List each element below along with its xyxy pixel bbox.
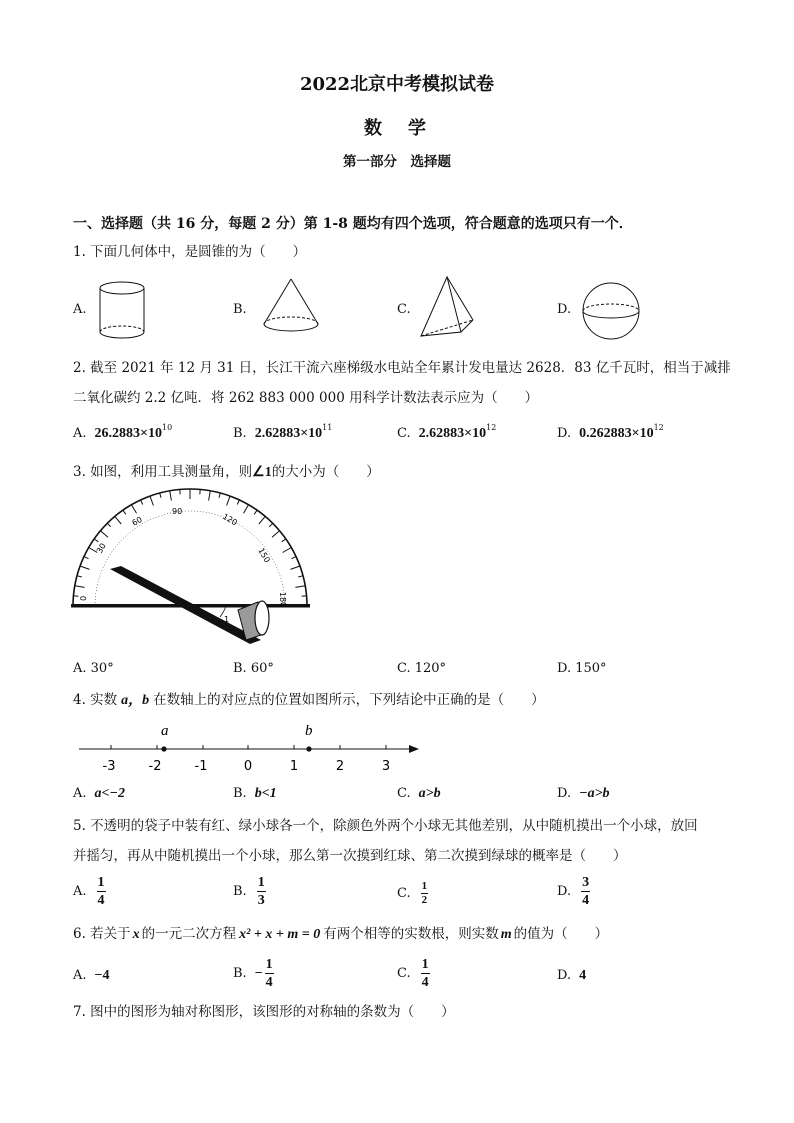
- q4-option-a-expr: a<−2: [94, 786, 125, 801]
- point-a-dot: [161, 746, 166, 751]
- q4-text-pre: 4. 实数: [73, 692, 118, 708]
- q6-option-c-den: 4: [421, 975, 429, 990]
- q5-option-a-num: 1: [97, 875, 105, 890]
- q5-option-d-den: 4: [582, 893, 590, 908]
- q4-option-a-letter: A.: [73, 786, 87, 801]
- q5-option-b-fraction: [257, 874, 266, 909]
- tick-label-1: 1: [289, 759, 299, 774]
- protractor-tick: [150, 496, 153, 505]
- tick-label-2: 2: [335, 759, 345, 774]
- q2-option-d-base: 0.262883×10: [579, 426, 654, 441]
- protractor-tick: [272, 531, 280, 537]
- protractor-tick: [80, 566, 89, 569]
- protractor-tick: [75, 586, 85, 588]
- q6-option-c-num: 1: [421, 957, 429, 972]
- pyramid-icon: [417, 274, 477, 344]
- point-b-label: b: [305, 723, 313, 739]
- q2-option-b: [233, 423, 333, 442]
- q6-option-b: [233, 956, 274, 991]
- q2-option-d: [557, 423, 664, 442]
- protractor-tick: [94, 539, 98, 542]
- question-3-text: [73, 463, 380, 482]
- protractor-tick: [115, 516, 121, 524]
- q4-vars: a，b: [121, 693, 150, 708]
- q1-option-d-label: D.: [557, 302, 572, 317]
- protractor-tick: [295, 586, 305, 588]
- protractor-tick: [84, 557, 89, 559]
- question-7-text: 7. 图中的图形为轴对称图形，该图形的对称轴的条数为（ ）: [73, 1004, 455, 1020]
- protractor-tick: [292, 557, 297, 559]
- part-title: 第一部分 选择题: [343, 154, 451, 170]
- q4-option-b-letter: B.: [233, 786, 247, 801]
- point-b-dot: [306, 746, 311, 751]
- q3-angle-symbol: ∠1: [252, 465, 272, 480]
- q1-option-b-label: B.: [233, 302, 247, 317]
- cylinder-icon: [96, 280, 148, 342]
- protractor-inner-arc: [95, 511, 285, 606]
- protractor-tick: [123, 510, 126, 514]
- q5-option-a: [73, 874, 106, 909]
- q6-option-b-den: 4: [265, 975, 273, 990]
- q2-option-b-letter: B.: [233, 426, 247, 441]
- number-line-ticks: [111, 745, 386, 749]
- tick-label-neg3: -3: [102, 759, 116, 774]
- q4-option-d-letter: D.: [557, 786, 572, 801]
- q6-option-a-letter: A.: [73, 968, 87, 983]
- q5-option-a-fraction: [97, 874, 106, 909]
- q5-option-b-den: 3: [257, 893, 265, 908]
- question-2-line-1: 2. 截至 2021 年 12 月 31 日，长江干流六座梯级水电站全年累计发电量达 2628．83 亿千瓦时，相当于减排: [73, 360, 731, 376]
- q6-option-b-letter: B.: [233, 966, 247, 981]
- number-line-figure: [76, 718, 421, 776]
- protractor-outer-arc: [73, 489, 307, 606]
- q3-option-a: A. 30°: [73, 661, 114, 676]
- q3-option-d: D. 150°: [557, 661, 607, 676]
- q5-option-b: [233, 874, 266, 909]
- q4-text-post: 在数轴上的对应点的位置如图所示，下列结论中正确的是（ ）: [153, 692, 545, 708]
- q6-option-b-fraction: [265, 956, 274, 991]
- q5-option-d-num: 3: [582, 875, 590, 890]
- q4-option-c-letter: C.: [397, 786, 411, 801]
- tick-label-0: 0: [243, 759, 253, 774]
- protractor-label-150: 150: [256, 546, 272, 565]
- q5-option-a-letter: A.: [73, 884, 87, 899]
- number-line-arrow: [409, 745, 419, 753]
- protractor-label-120: 120: [221, 511, 239, 528]
- q5-option-a-den: 4: [97, 893, 105, 908]
- q6-option-a-expr: −4: [94, 968, 110, 983]
- q6-option-b-num: 1: [265, 957, 273, 972]
- protractor-label-60: 60: [130, 514, 144, 528]
- q5-option-c-num: 1: [421, 880, 428, 892]
- q2-option-a-letter: A.: [73, 426, 87, 441]
- q6-option-c-fraction: [421, 956, 430, 991]
- q6-option-d-letter: D.: [557, 968, 572, 983]
- cone-icon: [260, 276, 322, 336]
- point-a-label: a: [161, 723, 169, 739]
- tick-label-3: 3: [381, 759, 391, 774]
- sphere-icon: [580, 280, 642, 342]
- q2-option-c-base: 2.62883×10: [418, 426, 487, 441]
- question-5-line-1: 5. 不透明的袋子中装有红、绿小球各一个，除颜色外两个小球无其他差别，从中随机摸出一个小球，放回: [73, 818, 698, 834]
- q4-option-a: [73, 786, 125, 802]
- q2-option-d-letter: D.: [557, 426, 572, 441]
- q6-equation: x² + x + m = 0: [239, 927, 321, 942]
- q2-option-b-exponent: 11: [322, 423, 333, 432]
- question-6-text: [73, 925, 608, 944]
- q5-option-c-fraction: [421, 880, 429, 907]
- q3-text-post: 的大小为（ ）: [271, 464, 380, 480]
- tick-label-neg1: -1: [194, 759, 208, 774]
- q4-option-b-expr: b<1: [254, 786, 277, 801]
- question-2-line-2: 二氧化碳约 2.2 亿吨．将 262 883 000 000 用科学计数法表示应为（ ）: [73, 390, 539, 406]
- protractor-labels: [79, 507, 288, 607]
- protractor-tick: [282, 539, 286, 542]
- protractor-tick: [100, 531, 108, 537]
- q6-text-mid: 的一元二次方程: [141, 926, 237, 942]
- q5-option-c-den: 2: [421, 894, 428, 906]
- q1-option-c-label: C.: [397, 302, 411, 317]
- q5-option-d: [557, 874, 590, 909]
- exam-title: 2022北京中考模拟试卷: [299, 74, 495, 95]
- q4-option-d-expr: −a>b: [579, 786, 610, 801]
- q6-text-post: 的值为（ ）: [513, 926, 609, 942]
- q5-option-d-fraction: [581, 874, 590, 909]
- question-1-text: 1. 下面几何体中，是圆锥的为（ ）: [73, 244, 307, 260]
- protractor-tick: [283, 548, 292, 553]
- q6-option-d: [557, 968, 586, 984]
- q5-option-b-letter: B.: [233, 884, 247, 899]
- protractor-tick: [170, 491, 172, 501]
- q6-text-pre: 6. 若关于: [73, 926, 131, 942]
- protractor-tick: [291, 566, 300, 569]
- question-4-text: [73, 691, 545, 710]
- section-heading: 一、选择题（共 16 分，每题 2 分）第 1-8 题均有四个选项，符合题意的选项只有一个．: [73, 216, 633, 232]
- protractor-tick: [237, 500, 239, 505]
- protractor-label-180: 180: [278, 591, 288, 608]
- q2-option-c-letter: C.: [397, 426, 411, 441]
- q6-option-b-sign: −: [254, 966, 263, 981]
- q3-option-c: C. 120°: [397, 661, 447, 676]
- protractor-ticks: [73, 489, 307, 606]
- q6-option-c: [397, 956, 430, 991]
- subject-title: 数 学: [364, 118, 430, 139]
- angle-1-label: 1: [224, 615, 230, 624]
- protractor-tick: [244, 505, 249, 514]
- q2-option-d-exponent: 12: [653, 423, 664, 432]
- protractor-tick: [227, 496, 230, 505]
- q5-option-c-letter: C.: [397, 886, 411, 901]
- protractor-label-30: 30: [94, 541, 108, 555]
- protractor-tick: [209, 491, 211, 501]
- protractor-tick: [141, 500, 143, 505]
- tick-label-neg2: -2: [148, 759, 162, 774]
- question-5-line-2: 并摇匀，再从中随机摸出一个小球，那么第一次摸到红球、第二次摸到绿球的概率是（ ）: [73, 848, 627, 864]
- q2-option-a-base: 26.2883×10: [94, 426, 163, 441]
- q6-text-mid2: 有两个相等的实数根，则实数: [323, 926, 499, 942]
- q6-option-c-letter: C.: [397, 966, 411, 981]
- q6-option-d-expr: 4: [579, 968, 587, 983]
- protractor-tick: [259, 516, 265, 524]
- q5-option-c: [397, 880, 428, 907]
- q2-option-a: [73, 423, 173, 442]
- q5-option-d-letter: D.: [557, 884, 572, 899]
- q6-var-x: x: [132, 927, 140, 942]
- q3-text-pre: 3. 如图，利用工具测量角，则: [73, 464, 253, 480]
- q4-option-c-expr: a>b: [418, 786, 441, 801]
- protractor-figure: [66, 488, 316, 650]
- q3-option-b: B. 60°: [233, 661, 274, 676]
- q2-option-c: [397, 423, 497, 442]
- q1-option-a-label: A.: [73, 302, 87, 317]
- q4-option-d: [557, 786, 610, 802]
- protractor-tick: [254, 510, 257, 514]
- q6-option-a: [73, 968, 110, 984]
- q2-option-c-exponent: 12: [486, 423, 497, 432]
- q5-option-b-num: 1: [257, 875, 265, 890]
- q4-option-c: [397, 786, 441, 802]
- q2-option-b-base: 2.62883×10: [254, 426, 323, 441]
- q2-option-a-exponent: 10: [162, 423, 173, 432]
- q4-option-b: [233, 786, 277, 802]
- protractor-label-0: 0: [79, 595, 89, 602]
- protractor-tick: [132, 505, 137, 514]
- q6-var-m: m: [500, 927, 512, 942]
- protractor-label-90: 90: [172, 507, 183, 516]
